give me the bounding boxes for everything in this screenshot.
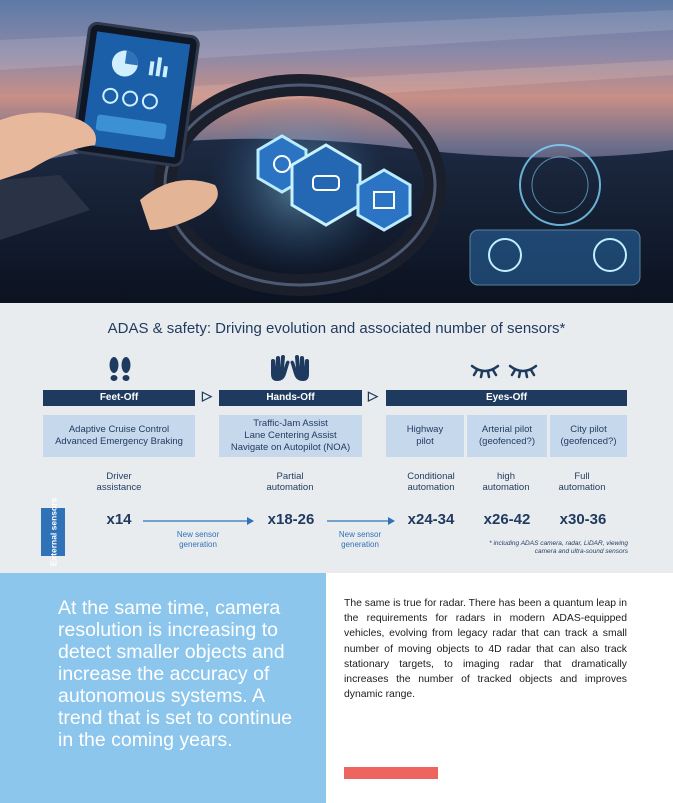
stage-hands-off: Hands-Off [219, 390, 362, 406]
arrow-right-icon [143, 515, 255, 527]
function-label: City pilot [570, 424, 607, 435]
external-sensors-label [41, 497, 65, 567]
level-line: assistance [96, 482, 142, 493]
sensor-count: x18-26 [267, 511, 315, 528]
function-label: (geofenced?) [479, 436, 535, 447]
eyes-off-function-arterial [467, 415, 547, 457]
function-label: Navigate on Autopilot (NOA) [230, 442, 351, 453]
new-gen-line: generation [179, 540, 217, 549]
footnote: * including ADAS camera, radar, LiDAR, viewing camera and ultra-sound sensors [489, 540, 628, 555]
level-line: Partial [276, 471, 304, 482]
pull-quote-panel [0, 573, 326, 803]
function-label: Lane Centering Assist [244, 430, 337, 441]
adas-infographic [0, 303, 673, 573]
closed-eyes-icon [469, 360, 541, 385]
feet-off-functions [43, 415, 195, 457]
pull-quote: At the same time, camera resolution is increasing to detect smaller objects and increase the accuracy of autonomous systems. A trend that is set to continue in the coming years. [58, 597, 293, 751]
footprints-icon [107, 355, 133, 388]
function-label: Advanced Emergency Braking [55, 436, 183, 447]
external-sensors-text: External sensors [48, 497, 59, 567]
hero-image-car-dashboard [0, 0, 673, 303]
level-driver-assistance [74, 471, 164, 493]
level-line: automation [407, 482, 455, 493]
new-sensor-generation-label [320, 530, 400, 550]
infographic-title: ADAS & safety: Driving evolution and associated number of sensors* [107, 320, 566, 337]
function-label: Arterial pilot [481, 424, 533, 435]
level-line: automation [482, 482, 530, 493]
sensor-count: x26-42 [483, 511, 531, 528]
sensor-count: x30-36 [559, 511, 607, 528]
function-label: Adaptive Cruise Control [68, 424, 170, 435]
body-paragraph: The same is true for radar. There has been a quantum leap in the requirements for radars in modern ADAS-equipped vehicles, evolving from legacy radar that can track a small number of moving objects to 4D radar that can also track stationary targets, to imaging radar that dramatically increases the number of tracked objects and improves dynamic range. [344, 598, 627, 701]
level-line: Conditional [407, 471, 455, 482]
stage-eyes-off: Eyes-Off [386, 390, 627, 406]
level-line: high [497, 471, 515, 482]
sensor-count: x14 [106, 511, 132, 528]
function-label: Traffic-Jam Assist [253, 418, 328, 429]
new-gen-line: New sensor [338, 530, 382, 539]
hands-icon [268, 355, 312, 388]
new-gen-line: generation [341, 540, 379, 549]
new-sensor-generation-label [158, 530, 238, 550]
arrow-right-icon [327, 515, 397, 527]
sensor-count: x24-34 [407, 511, 455, 528]
level-line: automation [266, 482, 314, 493]
function-label: pilot [416, 436, 434, 447]
hands-off-functions [219, 415, 362, 457]
function-label: (geofenced?) [560, 436, 617, 447]
level-line: Full [574, 471, 590, 482]
level-partial-automation [245, 471, 335, 493]
level-line: Driver [106, 471, 132, 482]
accent-bar [344, 767, 438, 779]
eyes-off-function-highway [386, 415, 464, 457]
eyes-off-function-city [550, 415, 627, 457]
chevron-right-icon: ▷ [202, 388, 212, 403]
stage-feet-off: Feet-Off [43, 390, 195, 406]
function-label: Highway [406, 424, 444, 435]
chevron-right-icon: ▷ [368, 388, 378, 403]
new-gen-line: New sensor [176, 530, 220, 539]
level-line: automation [558, 482, 606, 493]
level-full-automation [537, 471, 627, 493]
